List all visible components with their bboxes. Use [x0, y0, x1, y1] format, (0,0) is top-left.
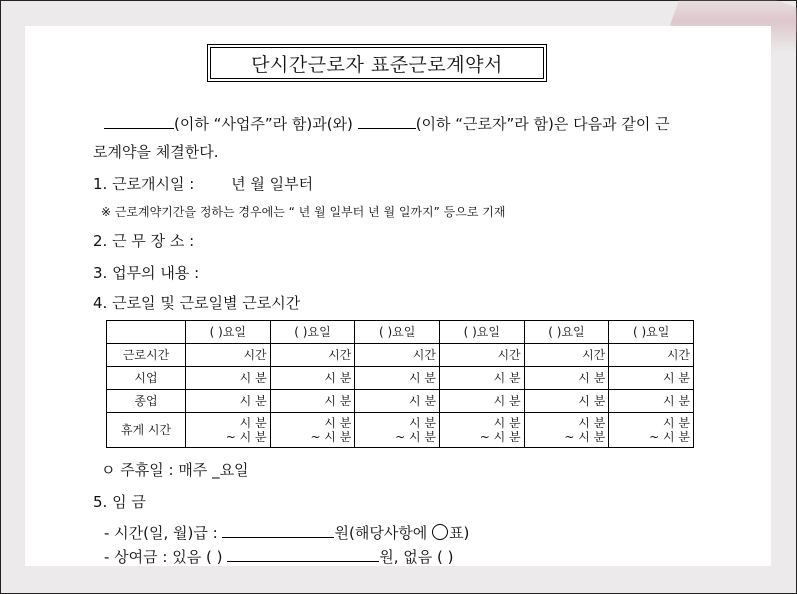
break-end: ~ 시 분: [479, 430, 521, 444]
start-date-note: ※ 근로계약기간을 정하는 경우에는 “ 년 월 일부터 년 월 일까지” 등으로 기재: [101, 205, 506, 219]
break-start: 시 분: [408, 416, 436, 430]
table-header-row: [107, 321, 694, 344]
document-title: 단시간근로자 표준근로계약서: [210, 47, 544, 79]
weekly-holiday: ㅇ 주휴일 : 매주 _요일: [101, 461, 249, 479]
break-start: 시 분: [324, 416, 352, 430]
item-start-date: [93, 173, 313, 194]
table-cell: 시간: [524, 344, 609, 367]
day-header: ( )요일: [355, 321, 440, 344]
table-row: [107, 344, 694, 367]
break-start: 시 분: [239, 416, 267, 430]
table-cell: [186, 413, 271, 448]
item-working-hours: 4. 근로일 및 근로일별 근로시간: [93, 294, 301, 312]
table-cell: [439, 413, 524, 448]
table-cell: 시 분: [186, 367, 271, 390]
table-cell: 시 분: [355, 367, 440, 390]
bonus-label: - 상여금 : 있음 ( ): [104, 548, 223, 566]
worker-blank: [358, 114, 416, 129]
day-header: ( )요일: [270, 321, 355, 344]
day-header: ( )요일: [186, 321, 271, 344]
table-row: [107, 390, 694, 413]
table-cell: 시 분: [270, 390, 355, 413]
break-start: 시 분: [578, 416, 606, 430]
schedule-table: [106, 320, 694, 448]
table-cell: 시 분: [186, 390, 271, 413]
hourly-wage-line: [104, 522, 469, 543]
break-start: 시 분: [493, 416, 521, 430]
hourly-wage-unit: 원(해당사항에: [334, 524, 428, 542]
hourly-wage-blank: [222, 523, 334, 538]
intro-text-a: (이하 “사업주”라 함)과(와): [174, 115, 353, 133]
break-end: ~ 시 분: [649, 430, 690, 444]
table-cell: [609, 413, 694, 448]
table-cell: [524, 413, 609, 448]
table-cell: 시 분: [355, 390, 440, 413]
break-end: ~ 시 분: [225, 430, 267, 444]
day-header: ( )요일: [524, 321, 609, 344]
start-date-label: 1. 근로개시일 :: [93, 175, 195, 193]
circle-mark-icon: [432, 524, 448, 540]
table-corner: [107, 321, 186, 344]
break-end: ~ 시 분: [564, 430, 606, 444]
table-row: [107, 367, 694, 390]
day-header: ( )요일: [439, 321, 524, 344]
row-label-start: 시업: [107, 367, 186, 390]
table-cell: 시 분: [524, 367, 609, 390]
start-date-value: 년 월 일부터: [231, 175, 314, 193]
table-cell: 시 분: [439, 390, 524, 413]
item-job-description: 3. 업무의 내용 :: [93, 264, 200, 282]
break-start: 시 분: [663, 416, 690, 430]
break-end: ~ 시 분: [395, 430, 436, 444]
table-cell: [355, 413, 440, 448]
table-cell: 시 분: [524, 390, 609, 413]
table-cell: 시간: [186, 344, 271, 367]
table-row: [107, 413, 694, 448]
bonus-unit: 원, 없음 ( ): [379, 548, 454, 566]
employer-blank: [104, 114, 174, 129]
row-label-end: 종업: [107, 390, 186, 413]
hourly-wage-label: - 시간(일, 월)급 :: [104, 524, 218, 542]
table-cell: 시 분: [609, 390, 694, 413]
table-cell: 시 분: [439, 367, 524, 390]
table-cell: [270, 413, 355, 448]
table-cell: 시간: [439, 344, 524, 367]
table-cell: 시간: [270, 344, 355, 367]
day-header: ( )요일: [609, 321, 694, 344]
intro-text-b: (이하 “근로자”라 함)은 다음과 같이 근: [415, 115, 670, 133]
item-wages: 5. 임 금: [93, 493, 146, 511]
table-cell: 시간: [609, 344, 694, 367]
intro-line-1: [104, 113, 670, 134]
break-end: ~ 시 분: [310, 430, 352, 444]
bonus-line: [104, 546, 454, 567]
table-cell: 시 분: [609, 367, 694, 390]
table-cell: 시 분: [270, 367, 355, 390]
title-box: [207, 44, 547, 82]
row-label-break: 휴게 시간: [107, 413, 186, 448]
hourly-wage-mark: 표): [449, 524, 470, 542]
row-label-work-hours: 근로시간: [107, 344, 186, 367]
intro-line-2: 로계약을 체결한다.: [93, 143, 219, 161]
table-cell: 시간: [355, 344, 440, 367]
item-workplace: 2. 근 무 장 소 :: [93, 232, 195, 250]
bonus-blank: [227, 547, 379, 562]
